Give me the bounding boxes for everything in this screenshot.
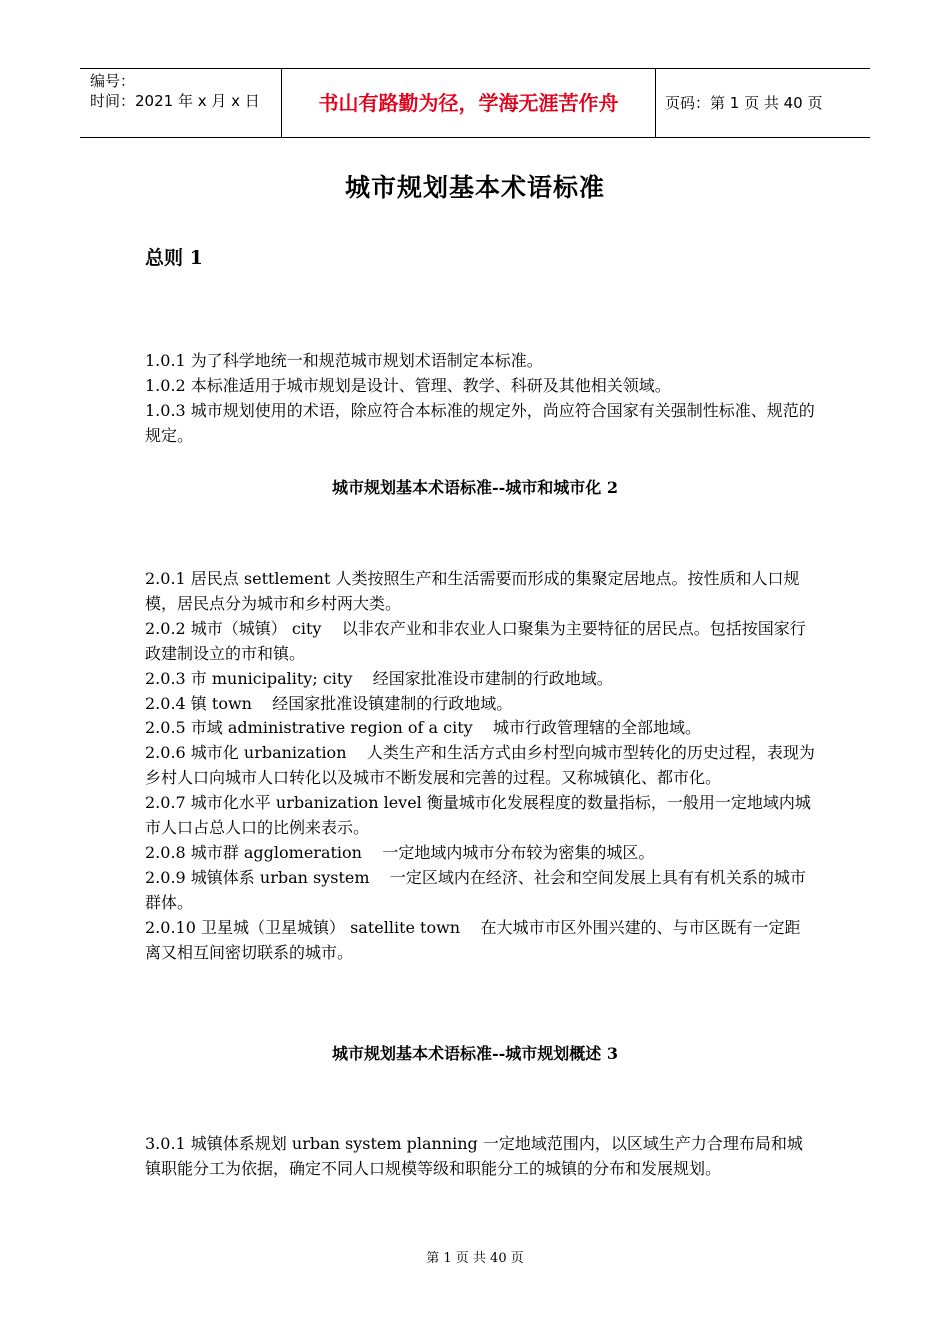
paragraph: 2.0.8 城市群 agglomeration 一定地域内城市分布较为密集的城区。: [145, 842, 655, 862]
paragraph: 1.0.3 城市规划使用的术语，除应符合本标准的规定外，尚应符合国家有关强制性标准、规范的规定。: [145, 400, 815, 445]
number-label: 编号：: [90, 72, 136, 90]
paragraph: 2.0.10 卫星城（卫星城镇） satellite town 在大城市市区外围兴建的、与市区既有一定距离又相互间密切联系的城市。: [145, 917, 801, 962]
paragraph: 1.0.1 为了科学地统一和规范城市规划术语制定本标准。: [145, 351, 543, 370]
section-heading-overview: 城市规划基本术语标准--城市规划概述 3: [332, 1044, 618, 1063]
header-divider: [655, 69, 656, 137]
header-page-info: 页码：第 1 页 共 40 页: [665, 94, 823, 112]
paragraph: 2.0.6 城市化 urbanization 人类生产和生活方式由乡村型向城市型转化的历史过程，表现为乡村人口向城市人口转化以及城市不断发展和完善的过程。又称城镇化、都市化。: [145, 743, 815, 788]
page-footer: 第 1 页 共 40 页: [426, 1251, 524, 1266]
paragraph: 2.0.7 城市化水平 urbanization level 衡量城市化发展程度的数量指标，一般用一定地域内城市人口占总人口的比例来表示。: [145, 793, 811, 838]
section-overview-body: [145, 1132, 815, 1182]
section-heading-urbanization: 城市规划基本术语标准--城市和城市化 2: [332, 478, 618, 497]
paragraph: 3.0.1 城镇体系规划 urban system planning 一定地域范围内，以区域生产力合理布局和城镇职能分工为依据，确定不同人口规模等级和职能分工的城镇的分布和发展规划。: [145, 1134, 803, 1178]
paragraph: 2.0.9 城镇体系 urban system 一定区域内在经济、社会和空间发展上具有有机关系的城市群体。: [145, 867, 806, 912]
paragraph: 1.0.2 本标准适用于城市规划是设计、管理、教学、科研及其他相关领域。: [145, 375, 671, 395]
section-heading-general: 总则 1: [145, 247, 203, 269]
header-motto: 书山有路勤为径，学海无涯苦作舟: [318, 91, 619, 115]
page-header: [80, 68, 870, 138]
date-label: 时间：2021 年 x 月 x 日: [90, 92, 260, 110]
section-urbanization-body: [145, 567, 815, 966]
paragraph: 2.0.5 市域 administrative region of a city 城市行政管理辖的全部地域。: [145, 718, 702, 738]
paragraph: 2.0.1 居民点 settlement 人类按照生产和生活需要而形成的集聚定居地点。按性质和人口规模，居民点分为城市和乡村两大类。: [145, 569, 800, 613]
paragraph: 2.0.3 市 municipality; city 经国家批准设市建制的行政地域。: [145, 668, 613, 688]
header-meta: [90, 71, 280, 111]
paragraph: 2.0.4 镇 town 经国家批准设镇建制的行政地域。: [145, 693, 513, 713]
paragraph: 2.0.2 城市（城镇） city 以非农产业和非农业人口聚集为主要特征的居民点。包括按国家行政建制设立的市和镇。: [145, 618, 806, 663]
document-title: 城市规划基本术语标准: [344, 173, 605, 202]
section-general-body: [145, 349, 815, 449]
